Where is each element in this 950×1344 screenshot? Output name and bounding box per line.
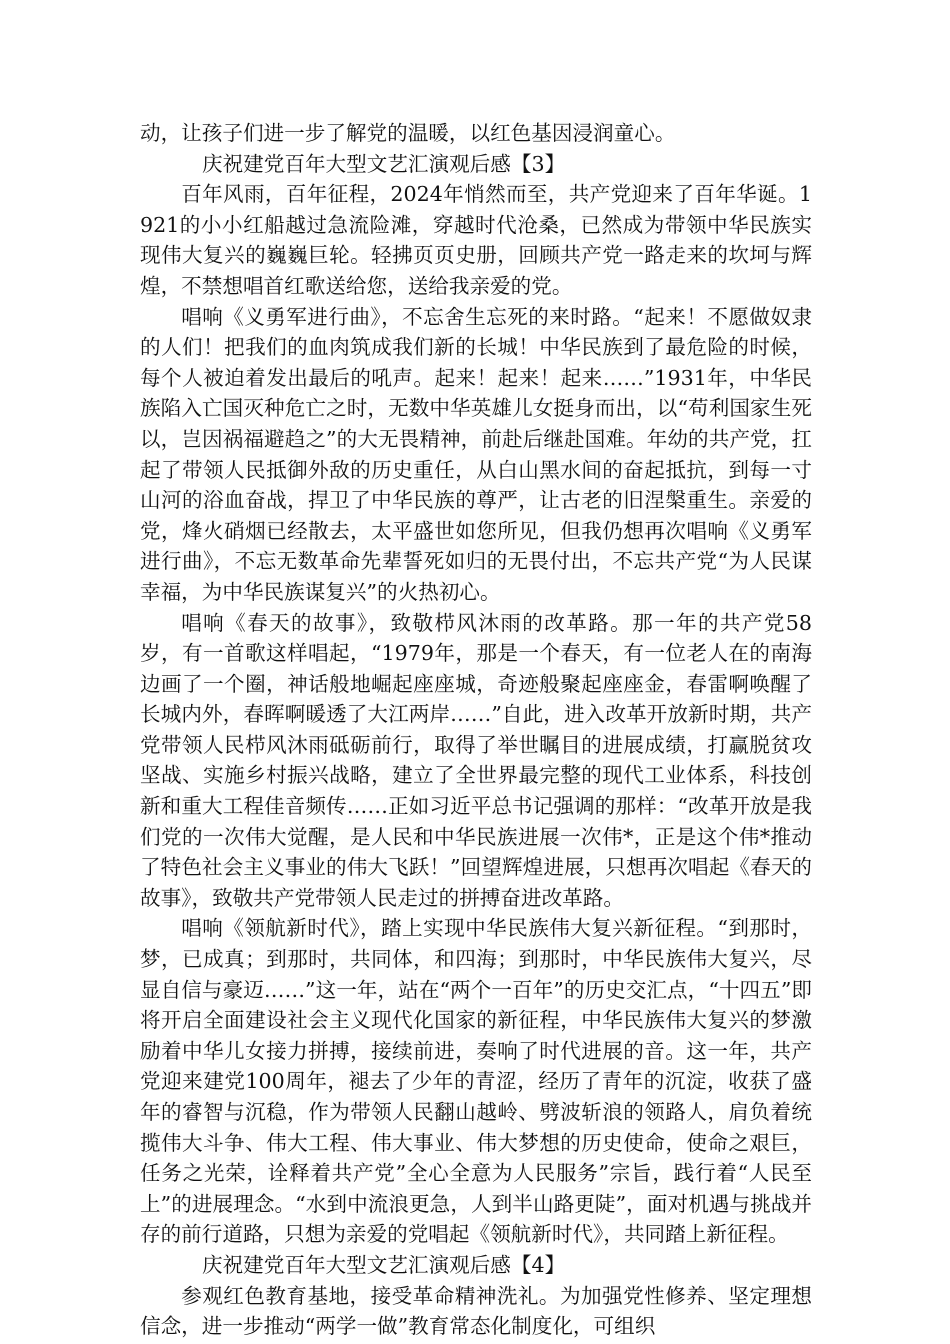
document-body bbox=[140, 118, 812, 1342]
paragraph: 唱响《义勇军进行曲》，不忘舍生忘死的来时路。“起来！不愿做奴隶的人们！把我们的血肉筑成我们新的长城！中华民族到了最危险的时候，每个人被迫着发出最后的吼声。起来！起来！起来……”1931年，中华民族陷入亡国灭种危亡之时，无数中华英雄儿女挺身而出，以“苟利国家生死以，岂因祸福避趋之”的大无畏精神，前赴后继赴国难。年幼的共产党，扛起了带领人民抵御外敌的历史重任，从白山黑水间的奋起抵抗，到每一寸山河的浴血奋战，捍卫了中华民族的尊严，让古老的旧涅槃重生。亲爱的党，烽火硝烟已经散去，太平盛世如您所见，但我仍想再次唱响《义勇军进行曲》，不忘无数革命先辈誓死如归的无畏付出，不忘共产党“为人民谋幸福，为中华民族谋复兴”的火热初心。 bbox=[140, 304, 812, 604]
paragraph: 百年风雨，百年征程，2024年悄然而至，共产党迎来了百年华诞。1921的小小红船越过急流险滩，穿越时代沧桑，已然成为带领中华民族实现伟大复兴的巍巍巨轮。轻拂页页史册，回顾共产党一路走来的坎坷与辉煌，不禁想唱首红歌送给您，送给我亲爱的党。 bbox=[140, 182, 812, 298]
paragraph: 唱响《领航新时代》，踏上实现中华民族伟大复兴新征程。“到那时，梦，已成真；到那时，共同体，和四海；到那时，中华民族伟大复兴，尽显自信与豪迈……”这一年，站在“两个一百年”的历史交汇点，“十四五”即将开启全面建设社会主义现代化国家的新征程，中华民族伟大复兴的梦激励着中华儿女接力拼搏，接续前进，奏响了时代进展的音。这一年，共产党迎来建党100周年，褪去了少年的青涩，经历了青年的沉淀，收获了盛年的睿智与沉稳，作为带领人民翻山越岭、劈波斩浪的领路人，肩负着统揽伟大斗争、伟大工程、伟大事业、伟大梦想的历史使命，使命之艰巨，任务之光荣，诠释着共产党”全心全意为人民服务”宗旨，践行着“人民至上”的进展理念。“水到中流浪更急，人到半山路更陡”，面对机遇与挑战并存的前行道路，只想为亲爱的党唱起《领航新时代》，共同踏上新征程。 bbox=[140, 916, 812, 1247]
paragraph-continuation: 动，让孩子们进一步了解党的温暖，以红色基因浸润童心。 bbox=[140, 121, 676, 145]
section-heading-4: 庆祝建党百年大型文艺汇演观后感【4】 bbox=[202, 1252, 566, 1277]
paragraph: 唱响《春天的故事》，致敬栉风沐雨的改革路。那一年的共产党58岁，有一首歌这样唱起，“1979年，那是一个春天，有一位老人在的南海边画了一个圈，神话般地崛起座座城，奇迹般聚起座座金，春雷啊唤醒了长城内外，春晖啊暖透了大江两岸……”自此，进入改革开放新时期，共产党带领人民栉风沐雨砥砺前行，取得了举世瞩目的进展成绩，打赢脱贫攻坚战、实施乡村振兴战略，建立了全世界最完整的现代工业体系，科技创新和重大工程佳音频传……正如习近平总书记强调的那样：“改革开放是我们党的一次伟大觉醒，是人民和中华民族进展一次伟*，正是这个伟*推动了特色社会主义事业的伟大飞跃！”回望辉煌进展，只想再次唱起《春天的故事》，致敬共产党带领人民走过的拼搏奋进改革路。 bbox=[140, 610, 812, 910]
section-heading-3: 庆祝建党百年大型文艺汇演观后感【3】 bbox=[202, 151, 566, 176]
paragraph: 参观红色教育基地，接受革命精神洗礼。为加强党性修养、坚定理想信念，进一步推动“两学一做”教育常态化制度化，可组织 bbox=[140, 1283, 812, 1339]
